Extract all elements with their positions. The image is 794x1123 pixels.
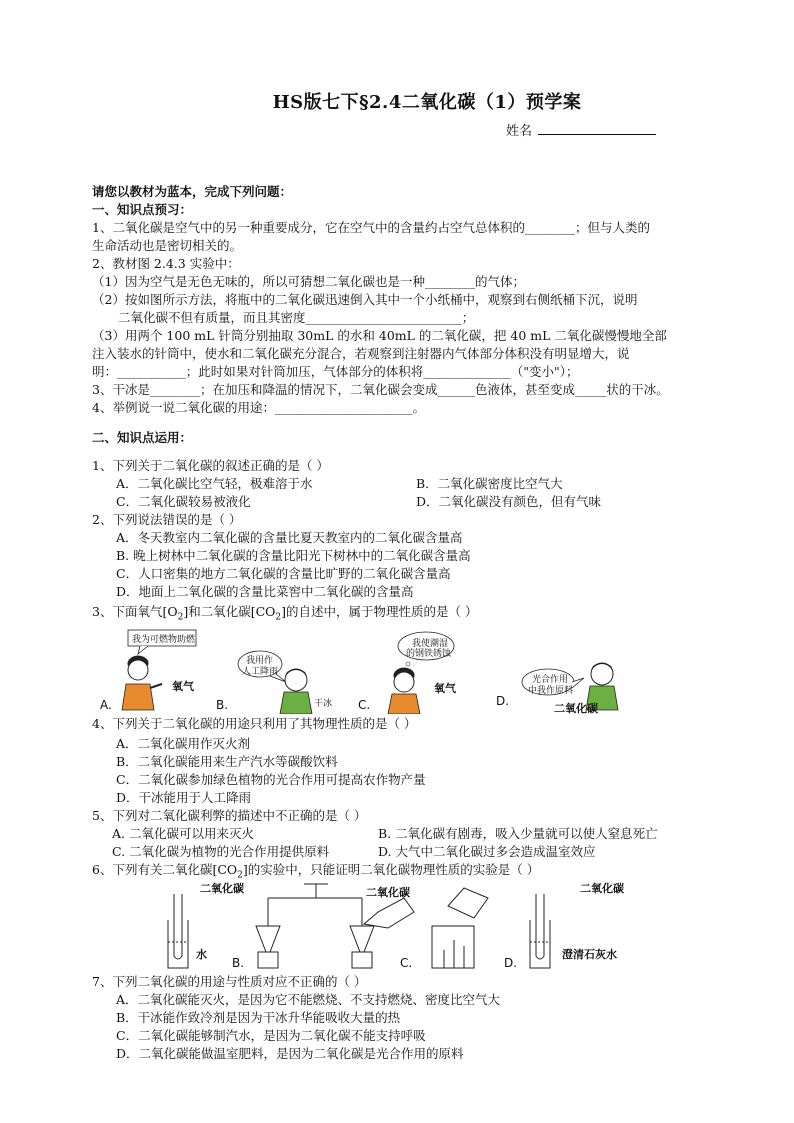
s1-line-6: 二氧化碳不但有质量，而且其密度_________________________； (118, 310, 475, 325)
q6a-water-label: 水 (196, 948, 207, 961)
q3b-letter: B. (216, 698, 229, 712)
q5-option-a[interactable]: A. 二氧化碳可以用来灭火 (112, 826, 254, 841)
s1-line-1: 1、二氧化碳是空气中的另一种重要成分，它在空气中的含量约占空气总体积的________；但与人类的 (92, 220, 650, 235)
q6b-top-label: 二氧化碳 (366, 886, 410, 899)
q2-option-b[interactable]: B. 晚上树林中二氧化碳的含量比阳光下树林中的二氧化碳含量高 (116, 548, 471, 563)
q3d-bubble-line2: 中我作原料 (528, 686, 574, 696)
section2-heading: 二、知识点运用： (92, 430, 193, 445)
test-tube-d (530, 894, 550, 968)
q6a-top-label: 二氧化碳 (200, 882, 244, 895)
q3-stem (92, 604, 477, 626)
q3c-bubble-line1: 我使潮湿 (412, 639, 449, 649)
q4-option-c[interactable]: C．二氧化碳参加绿色植物的光合作用可提高农作物产量 (116, 772, 426, 787)
q3-stem-part2: ]和二氧化碳[CO (183, 604, 276, 619)
q1-stem: 1、下列关于二氧化碳的叙述正确的是（ ） (92, 458, 329, 473)
q3c-gas-label: 氧气 (434, 682, 456, 695)
q4-stem: 4、下列关于二氧化碳的用途只利用了其物理性质的是（ ） (92, 716, 417, 731)
q3-stem-part1: 3、下面氧气[O (92, 604, 178, 619)
q2-stem: 2、下列说法错误的是（ ） (92, 512, 242, 527)
page-title: HS版七下§2.4二氧化碳（1）预学案 (272, 92, 582, 113)
q3b-bubble-line1: 我用作 (246, 656, 274, 666)
q1-option-a[interactable]: A．二氧化碳比空气轻，极难溶于水 (116, 476, 313, 491)
test-tube-a (168, 894, 188, 968)
s1-line-2: 生命活动也是密切相关的。 (92, 238, 243, 253)
name-blank[interactable] (538, 122, 656, 135)
q2-option-d[interactable]: D．地面上二氧化碳的含量比菜窖中二氧化碳的含量高 (116, 584, 414, 599)
q3a-bubble-text: 我为可燃物助燃 (132, 635, 196, 645)
q5-option-b[interactable]: B. 二氧化碳有剧毒，吸入少量就可以使人窒息死亡 (378, 826, 658, 841)
q1-option-b[interactable]: B．二氧化碳密度比空气大 (416, 476, 563, 491)
q7-option-c[interactable]: C．二氧化碳能够制汽水，是因为二氧化碳不能支持呼吸 (116, 1028, 426, 1043)
q3-figure (92, 626, 652, 714)
q4-option-d[interactable]: D．干冰能用于人工降雨 (116, 790, 252, 805)
q5-option-d[interactable]: D. 大气中二氧化碳过多会造成温室效应 (378, 844, 596, 859)
q4-option-b[interactable]: B．二氧化碳能用来生产汽水等碳酸饮料 (116, 754, 338, 769)
q6-sub: 2 (237, 870, 243, 881)
q6d-top-label: 二氧化碳 (580, 882, 624, 895)
q3a-gas-label: 氧气 (172, 680, 194, 693)
q5-option-c[interactable]: C. 二氧化碳为植物的光合作用提供原料 (112, 844, 330, 859)
q5-stem: 5、下列对二氧化碳利弊的描述中不正确的是（ ） (92, 808, 367, 823)
q6d-letter: D. (504, 956, 518, 970)
q2-option-c[interactable]: C．人口密集的地方二氧化碳的含量比旷野的二氧化碳含量高 (116, 566, 451, 581)
q3a-letter: A. (100, 698, 112, 712)
q3-sub-1: 2 (177, 612, 184, 623)
q3d-bubble-line1: 光合作用 (532, 675, 569, 685)
s1-line-4: （1）因为空气是无色无味的，所以可猜想二氧化碳也是一种________的气体； (92, 274, 525, 289)
q3d-gas-label: 二氧化碳 (554, 702, 598, 715)
q6c-letter: C. (400, 956, 413, 970)
s1-line-10: 3、干冰是________；在加压和降温的情况下，二氧化碳会变成______色液体，甚至变成_____状的干冰。 (92, 382, 669, 397)
s1-line-3: 2、教材图 2.4.3 实验中： (92, 256, 240, 271)
s1-line-9: 明：___________；此时如果对针筒加压，气体部分的体积将______________（"变小"）； (92, 364, 579, 379)
q1-option-d[interactable]: D．二氧化碳没有颜色，但有气味 (416, 494, 602, 509)
q2-option-a[interactable]: A．冬天教室内二氧化碳的含量比夏天教室内的二氧化碳含量高 (116, 530, 463, 545)
q1-option-c[interactable]: C．二氧化碳较易被液化 (116, 494, 251, 509)
s1-line-7: （3）用两个 100 mL 针筒分别抽取 30mL 的水和 40mL 的二氧化碳，把 40 mL 二氧化碳慢慢地全部 (92, 328, 667, 343)
section1-heading: 一、知识点预习： (92, 202, 193, 217)
q3c-bubble-line2: 的钢铁锈蚀 (406, 649, 452, 659)
instruction-text: 请您以教材为蓝本，完成下列问题： (92, 184, 293, 199)
q7-option-b[interactable]: B．干冰能作致冷剂是因为干冰升华能吸收大量的热 (116, 1010, 401, 1025)
q6-figure (92, 880, 652, 972)
name-field (506, 120, 656, 139)
s1-line-5: （2）按如图所示方法，将瓶中的二氧化碳迅速倒入其中一个小纸桶中，观察到右侧纸桶下沉，说明 (92, 292, 638, 307)
q3d-letter: D. (496, 694, 510, 708)
q7-stem: 7、下列二氧化碳的用途与性质对应不正确的（ ） (92, 974, 367, 989)
q7-option-a[interactable]: A．二氧化碳能灭火，是因为它不能燃烧、不支持燃烧、密度比空气大 (116, 992, 501, 1007)
q6d-limewater-label: 澄清石灰水 (562, 948, 617, 961)
q3-sub-2: 2 (275, 612, 282, 623)
q4-option-a[interactable]: A．二氧化碳用作灭火剂 (116, 736, 251, 751)
q3b-label: 干冰 (314, 699, 333, 709)
s1-line-11: 4、举例说一说二氧化碳的用途：______________________。 (92, 400, 425, 415)
q3-stem-part3: ]的自述中，属于物理性质的是（ ） (281, 604, 478, 619)
beaker-c (432, 888, 488, 968)
s1-line-8: 注入装水的针筒中，使水和二氧化碳充分混合，若观察到注射器内气体部分体积没有明显增大，说 (92, 346, 630, 361)
q6b-letter: B. (232, 956, 245, 970)
q3c-letter: C. (358, 698, 371, 712)
q7-option-d[interactable]: D．二氧化碳能做温室肥料，是因为二氧化碳是光合作用的原料 (116, 1046, 464, 1061)
name-label: 姓名 (506, 124, 533, 139)
q6-stem-part1: 6、下列有关二氧化碳[CO (92, 862, 238, 877)
q6-stem-part2: ]的实验中，只能证明二氧化碳物理性质的实验是（ ） (242, 862, 540, 877)
q3b-bubble-line2: 人工降雨 (242, 667, 279, 677)
